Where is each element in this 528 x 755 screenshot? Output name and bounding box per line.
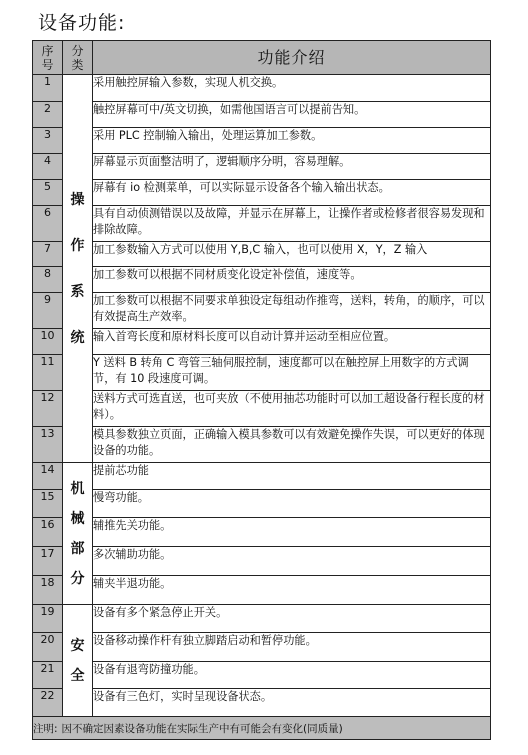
- header-no: [33, 41, 63, 75]
- row-number: 6: [33, 206, 63, 242]
- row-description: 采用触控屏输入参数，实现人机交换。: [93, 75, 491, 102]
- table-row: [33, 206, 491, 242]
- table-row: [33, 490, 491, 518]
- table-row: [33, 267, 491, 293]
- table-row: [33, 605, 491, 633]
- row-number: 21: [33, 662, 63, 689]
- category-mechanical: [63, 463, 93, 605]
- table-row: [33, 128, 491, 154]
- row-number: 8: [33, 267, 63, 293]
- row-description: 加工参数可以根据不同要求单独设定每组动作推弯，送料，转角，的顺序，可以有效提高生产效率。: [93, 293, 491, 329]
- row-description: 采用 PLC 控制输入输出，处理运算加工参数。: [93, 128, 491, 154]
- row-description: 加工参数输入方式可以使用 Y,B,C 输入，也可以使用 X，Y，Z 输入: [93, 242, 491, 267]
- header-category: [63, 41, 93, 75]
- note-text: 因不确定因素设备功能在实际生产中有可能会有变化(同质量): [61, 722, 343, 735]
- header-row: [33, 41, 491, 75]
- row-description: 设备移动操作杆有独立脚踏启动和暂停功能。: [93, 633, 491, 662]
- category-char: 部: [70, 540, 85, 557]
- row-description: Y 送料 B 转角 C 弯管三轴伺服控制，速度都可以在触控屏上用数字的方式调节，有 10 段速度可调。: [93, 355, 491, 391]
- table-row: [33, 329, 491, 355]
- row-number: 19: [33, 605, 63, 633]
- row-description: 屏幕有 io 检测菜单，可以实际显示设备各个输入输出状态。: [93, 180, 491, 206]
- row-description: 具有自动侦测错误以及故障，并显示在屏幕上，让操作者或检修者很容易发现和排除故障。: [93, 206, 491, 242]
- row-number: 18: [33, 576, 63, 605]
- header-category-label: 分类: [71, 43, 84, 72]
- row-number: 3: [33, 128, 63, 154]
- category-char: 作: [70, 237, 85, 254]
- row-description: 提前芯功能: [93, 463, 491, 490]
- note-cell: [33, 717, 491, 740]
- table-row: [33, 355, 491, 391]
- row-number: 4: [33, 154, 63, 180]
- row-description: 触控屏幕可中/英文切换，如需他国语言可以提前告知。: [93, 102, 491, 128]
- row-description: 输入首弯长度和原材料长度可以自动计算并运动至相应位置。: [93, 329, 491, 355]
- category-char: 统: [70, 329, 85, 346]
- row-number: 13: [33, 427, 63, 463]
- category-char: 安: [70, 637, 85, 654]
- table-row: [33, 427, 491, 463]
- row-description: 加工参数可以根据不同材质变化设定补偿值，速度等。: [93, 267, 491, 293]
- row-description: 模具参数独立页面，正确输入模具参数可以有效避免操作失误，可以更好的体现设备的功能。: [93, 427, 491, 463]
- page-title: 设备功能:: [38, 12, 126, 34]
- row-description: 设备有三色灯，实时呈现设备状态。: [93, 689, 491, 717]
- row-description: 慢弯功能。: [93, 490, 491, 518]
- category-char: 分: [70, 570, 85, 587]
- row-description: 屏幕显示页面整洁明了，逻辑顺序分明，容易理解。: [93, 154, 491, 180]
- category-char: 机: [70, 480, 85, 497]
- header-no-label: 序号: [41, 43, 54, 72]
- table-row: [33, 547, 491, 576]
- category-safety: [63, 605, 93, 717]
- row-number: 20: [33, 633, 63, 662]
- row-description: 送料方式可选直送，也可夹放（不使用抽芯功能时可以加工超设备行程长度的材料）。: [93, 391, 491, 427]
- row-number: 14: [33, 463, 63, 490]
- row-number: 17: [33, 547, 63, 576]
- row-number: 11: [33, 355, 63, 391]
- row-number: 15: [33, 490, 63, 518]
- table-row: [33, 293, 491, 329]
- table-row: [33, 242, 491, 267]
- row-description: 设备有退弯防撞功能。: [93, 662, 491, 689]
- table-row: [33, 518, 491, 547]
- row-number: 16: [33, 518, 63, 547]
- table-row: [33, 576, 491, 605]
- row-number: 1: [33, 75, 63, 102]
- row-number: 2: [33, 102, 63, 128]
- row-number: 9: [33, 293, 63, 329]
- category-char: 操: [70, 191, 85, 208]
- row-description: 辅夹半退功能。: [93, 576, 491, 605]
- category-operation-system: [63, 75, 93, 463]
- table-row: [33, 662, 491, 689]
- note-label: 注明:: [33, 722, 58, 735]
- header-description: 功能介绍: [93, 41, 491, 75]
- table-row: [33, 689, 491, 717]
- table-row: [33, 154, 491, 180]
- table-row: [33, 463, 491, 490]
- table-row: [33, 75, 491, 102]
- row-number: 5: [33, 180, 63, 206]
- table-row: [33, 102, 491, 128]
- row-description: 设备有多个紧急停止开关。: [93, 605, 491, 633]
- table-row: [33, 391, 491, 427]
- function-table: [32, 40, 491, 740]
- row-description: 辅推先关功能。: [93, 518, 491, 547]
- table-row: [33, 633, 491, 662]
- row-number: 10: [33, 329, 63, 355]
- row-number: 12: [33, 391, 63, 427]
- category-char: 械: [70, 510, 85, 527]
- note-row: [33, 717, 491, 740]
- row-description: 多次辅助功能。: [93, 547, 491, 576]
- category-char: 全: [70, 667, 85, 684]
- row-number: 22: [33, 689, 63, 717]
- category-char: 系: [70, 283, 85, 300]
- table-row: [33, 180, 491, 206]
- row-number: 7: [33, 242, 63, 267]
